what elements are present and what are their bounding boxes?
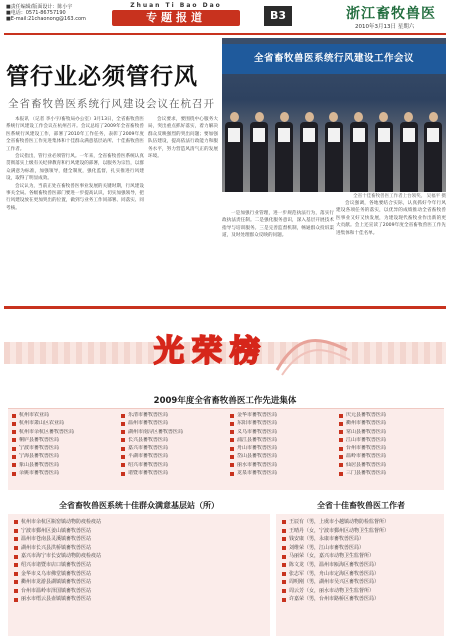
unit-item-label: 温州市畜牧兽医局 [128,420,169,427]
stations-title: 全省畜牧兽医系统十佳群众满意基层站（所） [59,501,219,510]
bullet-icon [230,472,234,476]
photo-stage-banner: 全省畜牧兽医系统行风建设工作会议 [222,44,446,74]
bullet-icon [282,520,286,524]
bullet-icon [230,414,234,418]
unit-item-label: 舟山市畜牧兽医局 [237,445,278,452]
photo-caption: 全省十佳畜牧兽医工作者上台领奖。 吴福平 摄 [353,194,446,199]
unit-item [230,453,333,460]
photo-people [222,100,446,192]
bullet-icon [230,430,234,434]
unit-item [12,429,115,436]
unit-item [12,453,115,460]
unit-item-label: 绍兴市畜牧兽医局 [128,461,169,468]
worker-item-label: 王辰有（男，上虞市小越镇动物防检监督所） [289,519,390,525]
bullet-icon [339,447,343,451]
bullet-icon [14,546,18,550]
article-paragraph: 会议指出，管行业必须管行风。一年来，全省畜牧兽医系统认真贯彻落实上级有关纪律教育和行风建设的部署，以服务为宗旨，以群众满意为标准，加强领导，健全制度，强化监督，扎实推进行风建设，取得了明显成效。 [6,154,144,182]
section-title: 专题报道 [112,10,240,26]
section-pinyin: Zhuan Ti Bao Dao [130,2,222,9]
station-item-label: 嘉兴市海宁市长安镇动物防疫检疫站 [21,553,102,560]
bullet-icon [121,438,125,442]
bullet-icon [282,529,286,533]
section-header [112,2,240,26]
bullet-icon [339,438,343,442]
unit-item-label: 常山县畜牧兽医局 [346,428,387,435]
unit-item [121,445,224,452]
bullet-icon [121,422,125,426]
unit-item [339,420,442,427]
unit-item [230,445,333,452]
bullet-icon [14,529,18,533]
station-item [14,535,266,544]
bullet-icon [12,463,16,467]
unit-item-label: 长兴县畜牧兽医局 [128,436,169,443]
station-item [14,527,266,536]
bullet-icon [339,414,343,418]
unit-item [230,462,333,469]
bullet-icon [121,447,125,451]
bullet-icon [121,414,125,418]
units-title: 2009年度全省畜牧兽医工作先进集体 [153,396,297,406]
unit-item-label: 杭州市农业局 [19,412,50,418]
station-item [14,544,266,553]
worker-item-label: 周明刚（男，湖州市吴兴区畜牧兽医局） [289,579,380,586]
unit-item [12,462,115,469]
station-item-label: 宁波市鄞州区姜山镇畜牧兽医站 [21,527,92,534]
stations-list [14,518,266,604]
bullet-icon [14,589,18,593]
unit-item [339,437,442,444]
unit-item [339,462,442,469]
bullet-icon [121,430,125,434]
header-rule [4,33,446,35]
bullet-icon [12,472,16,476]
worker-item-label: 张志军（男，舟山市定海区畜牧兽医局） [289,570,380,577]
units-grid [12,412,442,477]
unit-item [339,445,442,452]
bullet-icon [230,455,234,459]
bullet-icon [12,455,16,459]
worker-item [282,570,442,579]
unit-item [12,420,115,427]
bullet-icon [14,572,18,576]
worker-item [282,561,442,570]
bullet-icon [230,438,234,442]
worker-item [282,535,442,544]
unit-item-label: 宁海县畜牧兽医局 [19,453,60,460]
station-item-label: 温州市苍南县灵溪镇畜牧兽医站 [21,536,92,543]
worker-item [282,587,442,596]
unit-item [230,412,333,419]
bullet-icon [121,455,125,459]
unit-item [121,453,224,460]
bullet-icon [12,422,16,426]
bullet-icon [282,537,286,541]
worker-item-label: 王晴丹（女，宁波市鄞州区动物卫生监督所） [289,527,390,534]
worker-item-label: 周云芳（女，丽水市动物卫生监督所） [289,587,375,594]
unit-item-label: 岱山县畜牧兽医局 [237,453,278,460]
unit-item [339,412,442,419]
phone-line: ■电话：0571-86757190 [6,10,66,17]
station-item [14,595,266,604]
unit-item-label: 杭州市萧山区农业局 [19,420,65,427]
station-item-label: 金华市义乌市佛堂镇畜牧兽医站 [21,570,92,577]
unit-item-label: 温岭市畜牧兽医局 [346,453,387,460]
station-item-label: 杭州市余杭区瓶窑镇动物防疫检疫站 [21,519,102,525]
unit-item [230,429,333,436]
worker-item [282,578,442,587]
unit-item-label: 金华市畜牧兽医局 [237,412,278,418]
bullet-icon [121,472,125,476]
unit-item [230,437,333,444]
unit-item [121,470,224,477]
worker-item-label: 许嘉荣（男，台州市路桥区畜牧兽医局） [289,596,380,603]
unit-item-label: 宁波市畜牧兽医局 [19,445,60,452]
worker-item-label: 刘维荣（男，江山市畜牧兽医局） [289,544,365,551]
bullet-icon [282,555,286,559]
unit-item-label: 杭州市余杭区畜牧兽医局 [19,428,75,435]
bullet-icon [339,430,343,434]
worker-item [282,544,442,553]
editor-info [6,4,86,23]
unit-item-label: 仙居县畜牧兽医局 [346,461,387,468]
bullet-icon [282,546,286,550]
station-item [14,518,266,527]
workers-title: 全省十佳畜牧兽医工作者 [317,501,405,510]
worker-item-label: 马丽荣（女，嘉兴市动物卫生监督所） [289,553,375,560]
bullet-icon [339,422,343,426]
bullet-icon [14,520,18,524]
station-item-label: 湖州市长兴县洪桥镇畜牧兽医站 [21,544,92,551]
article-column-4 [336,200,446,300]
bullet-icon [282,563,286,567]
unit-item [121,462,224,469]
bullet-icon [339,463,343,467]
unit-item-label: 平湖市畜牧兽医局 [128,453,169,460]
editor-line: ■责任编辑/版面设计：陈小宇 [6,4,73,10]
bullet-icon [14,598,18,602]
bullet-icon [230,422,234,426]
bullet-icon [230,463,234,467]
unit-item-label: 湖州市南浔区畜牧兽医局 [128,428,184,435]
unit-item-label: 浦江县畜牧兽医局 [237,436,278,443]
worker-item-label: 钱安康（男，永康市畜牧兽医局） [289,536,365,543]
unit-item-label: 乐清市畜牧兽医局 [128,412,169,418]
station-item-label: 丽水市缙云县壶镇镇畜牧兽医站 [21,596,92,603]
worker-item [282,552,442,561]
page-number-badge: B3 [264,6,292,26]
station-item-label: 绍兴市诸暨市店口镇畜牧兽医站 [21,561,92,568]
unit-item [121,429,224,436]
station-item [14,578,266,587]
paper-name: 浙江畜牧兽医 [346,6,436,22]
unit-item [121,412,224,419]
unit-item-label: 衢州市畜牧兽医局 [346,420,387,427]
article-column-2 [148,116,218,294]
station-item-label: 衢州市龙游县湖镇镇畜牧兽医站 [21,579,92,586]
news-photo [222,38,446,192]
issue-date: 2010年3月13日 星期六 [355,24,415,30]
honor-title: 光荣榜 [154,334,268,369]
unit-item [12,412,115,419]
unit-item-label: 丽水市畜牧兽医局 [237,461,278,468]
unit-item [12,445,115,452]
bullet-icon [282,572,286,576]
bullet-icon [282,580,286,584]
worker-item-label: 陈文龙（男，温州市瓯海区畜牧兽医局） [289,561,380,568]
bullet-icon [282,598,286,602]
bullet-icon [14,555,18,559]
bullet-icon [12,438,16,442]
unit-item-label: 诸暨市畜牧兽医局 [128,470,169,477]
station-item-label: 台州市温岭市泽国镇畜牧兽医站 [21,587,92,594]
bullet-icon [12,447,16,451]
station-item [14,570,266,579]
workers-list [282,518,442,604]
unit-item-label: 嘉兴市畜牧兽医局 [128,445,169,452]
unit-item-label: 台州市畜牧兽医局 [346,445,387,452]
unit-item-label: 桐庐县畜牧兽医局 [19,436,60,443]
unit-item-label: 象山县畜牧兽医局 [19,461,60,468]
subheadline: 全省畜牧兽医系统行风建设会议在杭召开 [8,98,215,110]
worker-item [282,595,442,604]
article-column-1 [6,116,144,294]
unit-item [339,453,442,460]
email-line: ■E-mail:21chaonong@163.com [6,16,86,23]
unit-item [12,437,115,444]
bullet-icon [14,563,18,567]
unit-item [121,437,224,444]
article-paragraph: 会议认为，当前正处在畜牧兽医事业发展的关键时期，行风建设事关全局。各级畜牧兽医部门要进一步提高认识，切实加强领导，把行风建设放在更加突出的位置，做到与业务工作同部署、同落实、同考核。 [6,183,144,211]
unit-item-label: 龙泉市畜牧兽医局 [237,470,278,477]
honor-banner [4,320,446,388]
unit-item-label: 三门县畜牧兽医局 [346,470,387,477]
unit-item [339,429,442,436]
unit-item [230,470,333,477]
unit-item-label: 东阳市畜牧兽医局 [237,420,278,427]
unit-item [12,470,115,477]
article-paragraph: 一是加强行业管理，进一步规范执法行为，落实行政执法责任制。二是强化服务意识，深入基层开展技术指导与培训服务。三是完善监督机制，畅通群众投诉渠道，及时处理群众反映的问题。 [222,211,334,239]
bullet-icon [339,455,343,459]
unit-item-label: 义乌市畜牧兽医局 [237,428,278,435]
ribbon-ornament-icon [272,330,352,380]
bullet-icon [14,580,18,584]
article-paragraph: 会议强调，各地要结合实际，认真抓好今年行风建设各项任务的落实，以优异的成绩推动全省畜牧兽医事业又好又快发展，为建设现代畜牧业作出新的更大贡献。会上还宣读了2009年度全省畜牧兽医工作先进集体和十佳名单。 [336,201,446,236]
unit-item [339,470,442,477]
article-column-3 [222,210,334,300]
bullet-icon [339,472,343,476]
unit-item-label: 江山市畜牧兽医局 [346,436,387,443]
bullet-icon [12,430,16,434]
bullet-icon [230,447,234,451]
station-item [14,552,266,561]
article-paragraph: 本报讯 （记者 李小宇/畜牧局办公室）3月13日，全省畜牧兽医系统行风建设工作会议在杭州召开。会议总结了2009年全省畜牧兽医系统行风建设工作，部署了2010年工作任务，表彰了2009年度全省畜牧兽医工作先进集体和十佳群众满意基层站所、十佳畜牧兽医工作者。 [6,117,144,152]
bullet-icon [12,414,16,418]
bullet-icon [282,589,286,593]
station-item [14,587,266,596]
worker-item [282,518,442,527]
unit-item-label: 庆元县畜牧兽医局 [346,412,387,418]
unit-item [121,420,224,427]
headline: 管行业必须管行风 [6,63,198,90]
bullet-icon [14,537,18,541]
worker-item [282,527,442,536]
bullet-icon [121,463,125,467]
station-item [14,561,266,570]
unit-item [230,420,333,427]
unit-item-label: 余姚市畜牧兽医局 [19,470,60,477]
article-paragraph: 会议要求，要围绕中心服务大局，突出重点抓好落实，着力解决群众反映强烈的突出问题；要加强队伍建设，提高依法行政能力和服务水平，努力营造风清气正的发展环境。 [148,117,218,160]
